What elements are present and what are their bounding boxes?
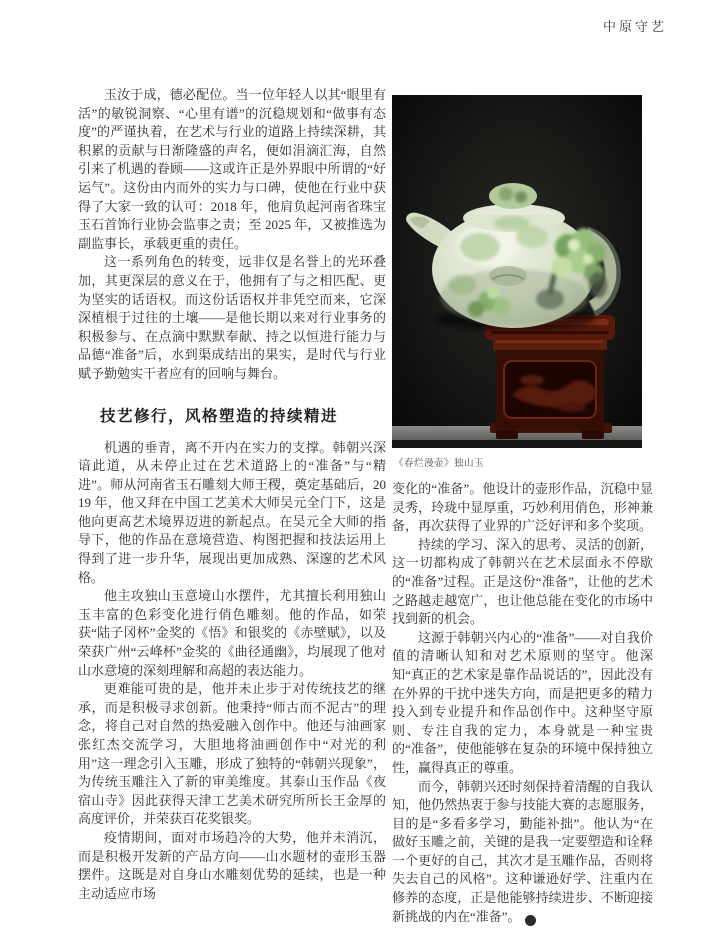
paragraph: 他主攻独山玉意境山水摆件，尤其擅长利用独山玉丰富的色彩变化进行俏色雕刻。他的作品，如荣获“陆子冈杯”金奖的《悟》和银奖的《赤壁赋》，以及荣获广州“云峰杯”金奖的《曲径通幽》，均展现了他对山水意境的深刻理解和高超的表达能力。 xyxy=(78,588,386,678)
right-column xyxy=(392,95,653,926)
page-title: 中原守艺 xyxy=(602,19,667,34)
paragraph: 持续的学习、深入的思考、灵活的创新，这一切都构成了韩朝兴在艺术层面永不停歇的“准备”过程。正是这份“准备”，让他的艺术之路越走越宽广，也让他总能在变化的市场中找到新的机会。 xyxy=(392,536,653,627)
wooden-stand-graphic xyxy=(485,315,615,439)
paragraph: 变化的“准备”。他设计的壶形作品，沉稳中显灵秀，玲珑中显厚重，巧妙利用俏色，形神兼备，再次获得了业界的广泛好评和多个奖项。 xyxy=(392,481,653,534)
paragraph-text: 而今，韩朝兴还时刻保持着清醒的自我认知，他仍然热衷于参与技能大赛的志愿服务，目的是“多看多学习，勤能补拙”。他认为“在做好玉雕之前，关键的是我一定要塑造和诠释一个更好的自己，其次才是玉雕作品，否则将失去自己的风格”。这种谦逊好学、注重内在修养的态度，正是他能够持续进步、不断迎接新挑战的内在“准备”。 xyxy=(392,778,653,924)
paragraph: 玉汝于成，德必配位。当一位年轻人以其“眼里有活”的敏锐洞察、“心里有谱”的沉稳规划和“做事有态度”的严谨执着，在艺术与行业的道路上持续深耕，其积累的贡献与日渐隆盛的声名，便如涓滴汇海，自然引来了机遇的眷顾——这或许正是外界眼中所谓的“好运气”。这份由内而外的实力与口碑，使他在行业中获得了大家一致的认可：2018 年，他肩负起河南省珠宝玉石首饰行业协会监事之责；至 2025 年，又被推选为副监事长，承载更重的责任。 xyxy=(78,87,386,251)
paragraph xyxy=(392,778,653,927)
paragraph: 这一系列角色的转变，远非仅是名誉上的光环叠加，其更深层的意义在于，他拥有了与之相匹配、更为坚实的话语权。而这份话语权并非凭空而来，它深深植根于过往的土壤——是他长期以来对行业事务的积极参与、在点滴中默默奉献、持之以恒进行能力与品德“准备”后，水到渠成结出的果实，是时代与行业赋予勤勉实干者应有的回响与舞台。 xyxy=(78,254,386,381)
artwork-figure xyxy=(392,95,653,469)
paragraph: 更难能可贵的是，他并未止步于对传统技艺的继承，而是积极寻求创新。他秉持“师古而不泥古”的理念，将自己对自然的热爱融入创作中。他还与油画家张红杰交流学习，大胆地将油画创作中“对光的利用”这一理念引入玉雕，形成了独特的“韩朝兴现象”，为传统玉雕注入了新的审美维度。其泰山玉作品《夜宿山寺》因此获得天津工艺美术研究所所长王金厚的高度评价，并荣获百花奖银奖。 xyxy=(78,681,386,827)
paragraph: 这源于韩朝兴内心的“准备”——对自我价值的清晰认知和对艺术原则的坚守。他深知“真正的艺术家是靠作品说话的”，因此没有在外界的干扰中迷失方向，而是把更多的精力投入到专业提升和作品创作中。这种坚守原则、专注自我的定力，本身就是一种宝贵的“准备”，使他能够在复杂的环境中保持独立性，赢得真正的尊重。 xyxy=(392,629,653,775)
artwork-caption: 《春烂漫壶》独山玉 xyxy=(394,459,485,469)
artwork-photo xyxy=(392,95,642,448)
paragraph: 机遇的垂青，离不开内在实力的支撑。韩朝兴深谙此道，从未停止过在艺术道路上的“准备”与“精进”。师从河南省玉石雕刻大师王稷，奠定基础后，2019 年，他又拜在中国工艺美术大师吴元全门下，这是他向更高艺术境界迈进的新起点。在吴元全大师的指导下，他的作品在意境营造、构图把握和技法运用上得到了进一步升华，展现出更加成熟、深邃的艺术风格。 xyxy=(78,439,386,585)
paragraph: 疫情期间，面对市场趋冷的大势，他并未消沉，而是积极开发新的产品方向——山水题材的壶形玉器摆件。这既是对自身山水雕刻优势的延续，也是一种主动适应市场 xyxy=(78,829,386,901)
left-column xyxy=(78,86,386,903)
section-heading: 技艺修行，风格塑造的持续精进 xyxy=(100,407,339,425)
article-end-icon: ❉ xyxy=(525,915,536,926)
